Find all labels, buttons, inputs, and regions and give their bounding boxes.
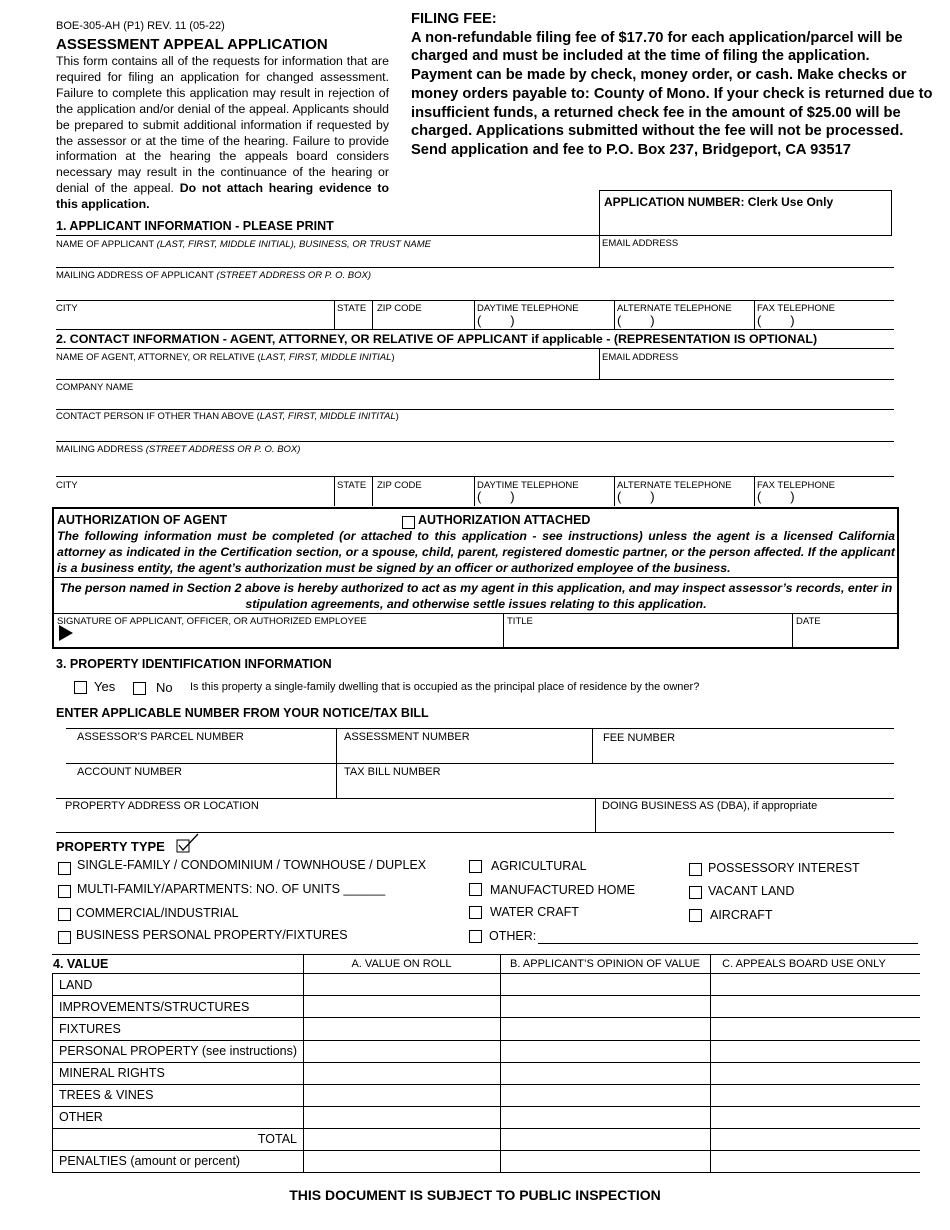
authorization-text-1: The following information must be completed (or attached to this application - see instructions) unless the agent is a licensed California attorney as indicated in the Certification section, or a spouse, child, parent, registered domestic partner, or the person affected. If the applicant is a business entity, the agent’s authorization must be signed by an officer or authorized employee of the business. [57, 529, 895, 575]
pt-single-family-checkbox[interactable] [58, 862, 71, 875]
intro-text [56, 54, 389, 213]
applicant-day-phone-label: DAYTIME TELEPHONE [477, 303, 579, 314]
applicant-city-label: CITY [56, 303, 78, 314]
pt-agricultural-checkbox[interactable] [469, 860, 482, 873]
auth-title-label: TITLE [507, 616, 533, 627]
application-number-label: APPLICATION NUMBER: Clerk Use Only [604, 195, 834, 209]
contact-person-field[interactable] [56, 423, 892, 439]
value-row-trees-vines: TREES & VINES [59, 1088, 154, 1102]
application-number-box[interactable] [599, 190, 892, 236]
value-row-penalties: PENALTIES (amount or percent) [59, 1154, 241, 1168]
enter-number-heading: ENTER APPLICABLE NUMBER FROM YOUR NOTICE/TAX BILL [56, 706, 429, 720]
account-number-field[interactable] [70, 780, 330, 796]
pt-water-craft-checkbox[interactable] [469, 906, 482, 919]
applicant-fax-label: FAX TELEPHONE [757, 303, 835, 314]
filing-fee-send-to: Send application and fee to P.O. Box 237, Bridgeport, CA 93517 [411, 141, 851, 158]
value-row-total: TOTAL [257, 1132, 297, 1146]
pt-possessory-interest-checkbox[interactable] [689, 863, 702, 876]
agent-city-field[interactable] [56, 491, 332, 505]
applicant-zip-label: ZIP CODE [377, 303, 422, 314]
signature-arrow-icon [59, 625, 73, 641]
check-mark-icon [176, 832, 200, 859]
section2-heading: 2. CONTACT INFORMATION - AGENT, ATTORNEY, OR RELATIVE OF APPLICANT if applicable - (REPRESENTATION IS OPTIONAL) [56, 332, 818, 346]
section1-heading: 1. APPLICANT INFORMATION - PLEASE PRINT [56, 219, 334, 233]
agent-city-label: CITY [56, 480, 78, 491]
pt-other-checkbox[interactable] [469, 930, 482, 943]
form-id: BOE-305-AH (P1) REV. 11 (05-22) [56, 20, 225, 32]
pt-possessory-interest-label: POSSESSORY INTEREST [708, 861, 860, 875]
company-name-field[interactable] [56, 394, 892, 408]
agent-fax-label: FAX TELEPHONE [757, 480, 835, 491]
pt-manufactured-home-checkbox[interactable] [469, 883, 482, 896]
applicant-alt-phone-label: ALTERNATE TELEPHONE [617, 303, 732, 314]
applicant-mailing-field[interactable] [56, 282, 892, 298]
agent-zip-label: ZIP CODE [377, 480, 422, 491]
auth-date-field[interactable] [796, 627, 892, 643]
filing-fee-block [411, 10, 933, 160]
property-type-heading: PROPERTY TYPE [56, 839, 165, 854]
value-row-mineral-rights: MINERAL RIGHTS [59, 1066, 165, 1080]
footer-notice: THIS DOCUMENT IS SUBJECT TO PUBLIC INSPECTION [289, 1187, 661, 1203]
value-row-land: LAND [59, 978, 93, 992]
section4-heading: 4. VALUE [53, 957, 109, 971]
pt-vacant-land-label: VACANT LAND [708, 884, 795, 898]
authorization-attached-label: AUTHORIZATION ATTACHED [418, 513, 591, 527]
signature-label: SIGNATURE OF APPLICANT, OFFICER, OR AUTHORIZED EMPLOYEE [57, 616, 367, 627]
col-b-header: B. APPLICANT’S OPINION OF VALUE [510, 958, 700, 970]
pt-agricultural-label: AGRICULTURAL [491, 859, 587, 873]
contact-person-label: CONTACT PERSON IF OTHER THAN ABOVE (LAST, FIRST, MIDDLE INITITAL) [56, 411, 399, 422]
owner-occupied-no-label: No [156, 680, 173, 695]
owner-occupied-no-checkbox[interactable] [133, 682, 146, 695]
agent-email-label: EMAIL ADDRESS [602, 352, 679, 363]
applicant-name-label: NAME OF APPLICANT (LAST, FIRST, MIDDLE INITIAL), BUSINESS, OR TRUST NAME [56, 239, 431, 250]
property-address-field[interactable] [62, 814, 590, 830]
dba-field[interactable] [600, 814, 892, 830]
filing-fee-body: A non-refundable filing fee of $17.70 for each application/parcel will be charged and must be included at the time of filing the application. Payment can be made by check, money order, or cash. Make checks or money orders payable to: County of Mono. If your check is returned due to insufficient funds, a returned check fee in the amount of $25.00 will be charged. Applications submitted without the fee will not be processed. [411, 29, 933, 140]
pt-vacant-land-checkbox[interactable] [689, 886, 702, 899]
applicant-email-label: EMAIL ADDRESS [602, 238, 679, 249]
section3-heading: 3. PROPERTY IDENTIFICATION INFORMATION [56, 657, 332, 671]
pt-multi-family-label: MULTI-FAMILY/APARTMENTS: NO. OF UNITS ______ [77, 882, 386, 896]
assessment-number-label: ASSESSMENT NUMBER [344, 731, 470, 743]
company-name-label: COMPANY NAME [56, 382, 134, 393]
intro-body: This form contains all of the requests for information that are required for filing an application for changed assessment. Failure to complete this application may result in rejection of the application and/or denial of the appeal. Applicants should be prepared to submit additional information if requested by the assessor or at the time of the hearing. Failure to provide information at the hearing the appeals board considers necessary may result in the continuance of the hearing or denial of the appeal. [56, 54, 389, 196]
apn-field[interactable] [70, 745, 330, 761]
value-row-improvements: IMPROVEMENTS/STRUCTURES [59, 1000, 250, 1014]
pt-water-craft-label: WATER CRAFT [490, 905, 579, 919]
value-cells-col-c [712, 975, 918, 1171]
tax-bill-number-label: TAX BILL NUMBER [344, 766, 441, 778]
authorization-heading: AUTHORIZATION OF AGENT [57, 513, 228, 527]
pt-other-field[interactable] [538, 929, 918, 944]
property-address-label: PROPERTY ADDRESS OR LOCATION [65, 800, 259, 812]
pt-other-label: OTHER: [489, 929, 537, 943]
owner-occupied-yes-label: Yes [94, 679, 116, 694]
assessment-number-field[interactable] [342, 745, 588, 761]
signature-field[interactable] [78, 627, 498, 643]
value-row-other: OTHER [59, 1110, 103, 1124]
account-number-label: ACCOUNT NUMBER [77, 766, 182, 778]
applicant-email-field[interactable] [602, 250, 892, 266]
pt-business-personal-label: BUSINESS PERSONAL PROPERTY/FIXTURES [76, 928, 348, 942]
intro-bold: Do not attach hearing evidence to this application. [56, 181, 390, 212]
applicant-city-field[interactable] [56, 314, 332, 328]
tax-bill-number-field[interactable] [342, 780, 892, 796]
owner-occupied-yes-checkbox[interactable] [74, 681, 87, 694]
fee-number-field[interactable] [598, 745, 892, 761]
col-c-header: C. APPEALS BOARD USE ONLY [722, 958, 886, 970]
agent-name-label: NAME OF AGENT, ATTORNEY, OR RELATIVE (LAST, FIRST, MIDDLE INITIAL) [56, 352, 395, 363]
agent-name-field[interactable] [56, 364, 596, 378]
agent-day-phone-label: DAYTIME TELEPHONE [477, 480, 579, 491]
pt-aircraft-checkbox[interactable] [689, 909, 702, 922]
applicant-state-label: STATE [337, 303, 367, 314]
pt-aircraft-label: AIRCRAFT [710, 908, 773, 922]
apn-label: ASSESSOR’S PARCEL NUMBER [77, 731, 244, 743]
value-row-fixtures: FIXTURES [59, 1022, 121, 1036]
pt-commercial-checkbox[interactable] [58, 908, 71, 921]
authorization-text-2: The person named in Section 2 above is hereby authorized to act as my agent in this application, and may inspect assessor’s records, enter in stipulation agreements, and otherwise settle issues relating to this application. [59, 581, 893, 611]
agent-email-field[interactable] [602, 364, 892, 378]
value-cells-col-a[interactable] [305, 975, 498, 1171]
pt-manufactured-home-label: MANUFACTURED HOME [490, 883, 636, 897]
agent-state-label: STATE [337, 480, 367, 491]
fee-number-label: FEE NUMBER [603, 732, 676, 744]
agent-alt-phone-label: ALTERNATE TELEPHONE [617, 480, 732, 491]
value-cells-col-b[interactable] [502, 975, 708, 1171]
form-title: ASSESSMENT APPEAL APPLICATION [56, 36, 328, 53]
agent-mailing-field[interactable] [56, 456, 892, 474]
applicant-name-field[interactable] [56, 250, 596, 266]
filing-fee-heading: FILING FEE: [411, 11, 497, 27]
agent-mailing-label: MAILING ADDRESS (STREET ADDRESS OR P. O. BOX) [56, 444, 301, 455]
col-a-header: A. VALUE ON ROLL [351, 958, 452, 970]
applicant-mailing-label: MAILING ADDRESS OF APPLICANT (STREET ADDRESS OR P. O. BOX) [56, 270, 371, 281]
pt-multi-family-checkbox[interactable] [58, 885, 71, 898]
auth-title-field[interactable] [507, 627, 787, 643]
owner-occupied-question: Is this property a single-family dwelling that is occupied as the principal place of residence by the owner? [190, 681, 700, 693]
pt-single-family-label: SINGLE-FAMILY / CONDOMINIUM / TOWNHOUSE / DUPLEX [77, 858, 427, 872]
pt-commercial-label: COMMERCIAL/INDUSTRIAL [76, 906, 239, 920]
authorization-box [52, 507, 899, 649]
auth-date-label: DATE [796, 616, 821, 627]
dba-label: DOING BUSINESS AS (DBA), if appropriate [602, 800, 818, 812]
pt-business-personal-checkbox[interactable] [58, 931, 71, 944]
value-row-personal-property: PERSONAL PROPERTY (see instructions) [59, 1044, 298, 1058]
